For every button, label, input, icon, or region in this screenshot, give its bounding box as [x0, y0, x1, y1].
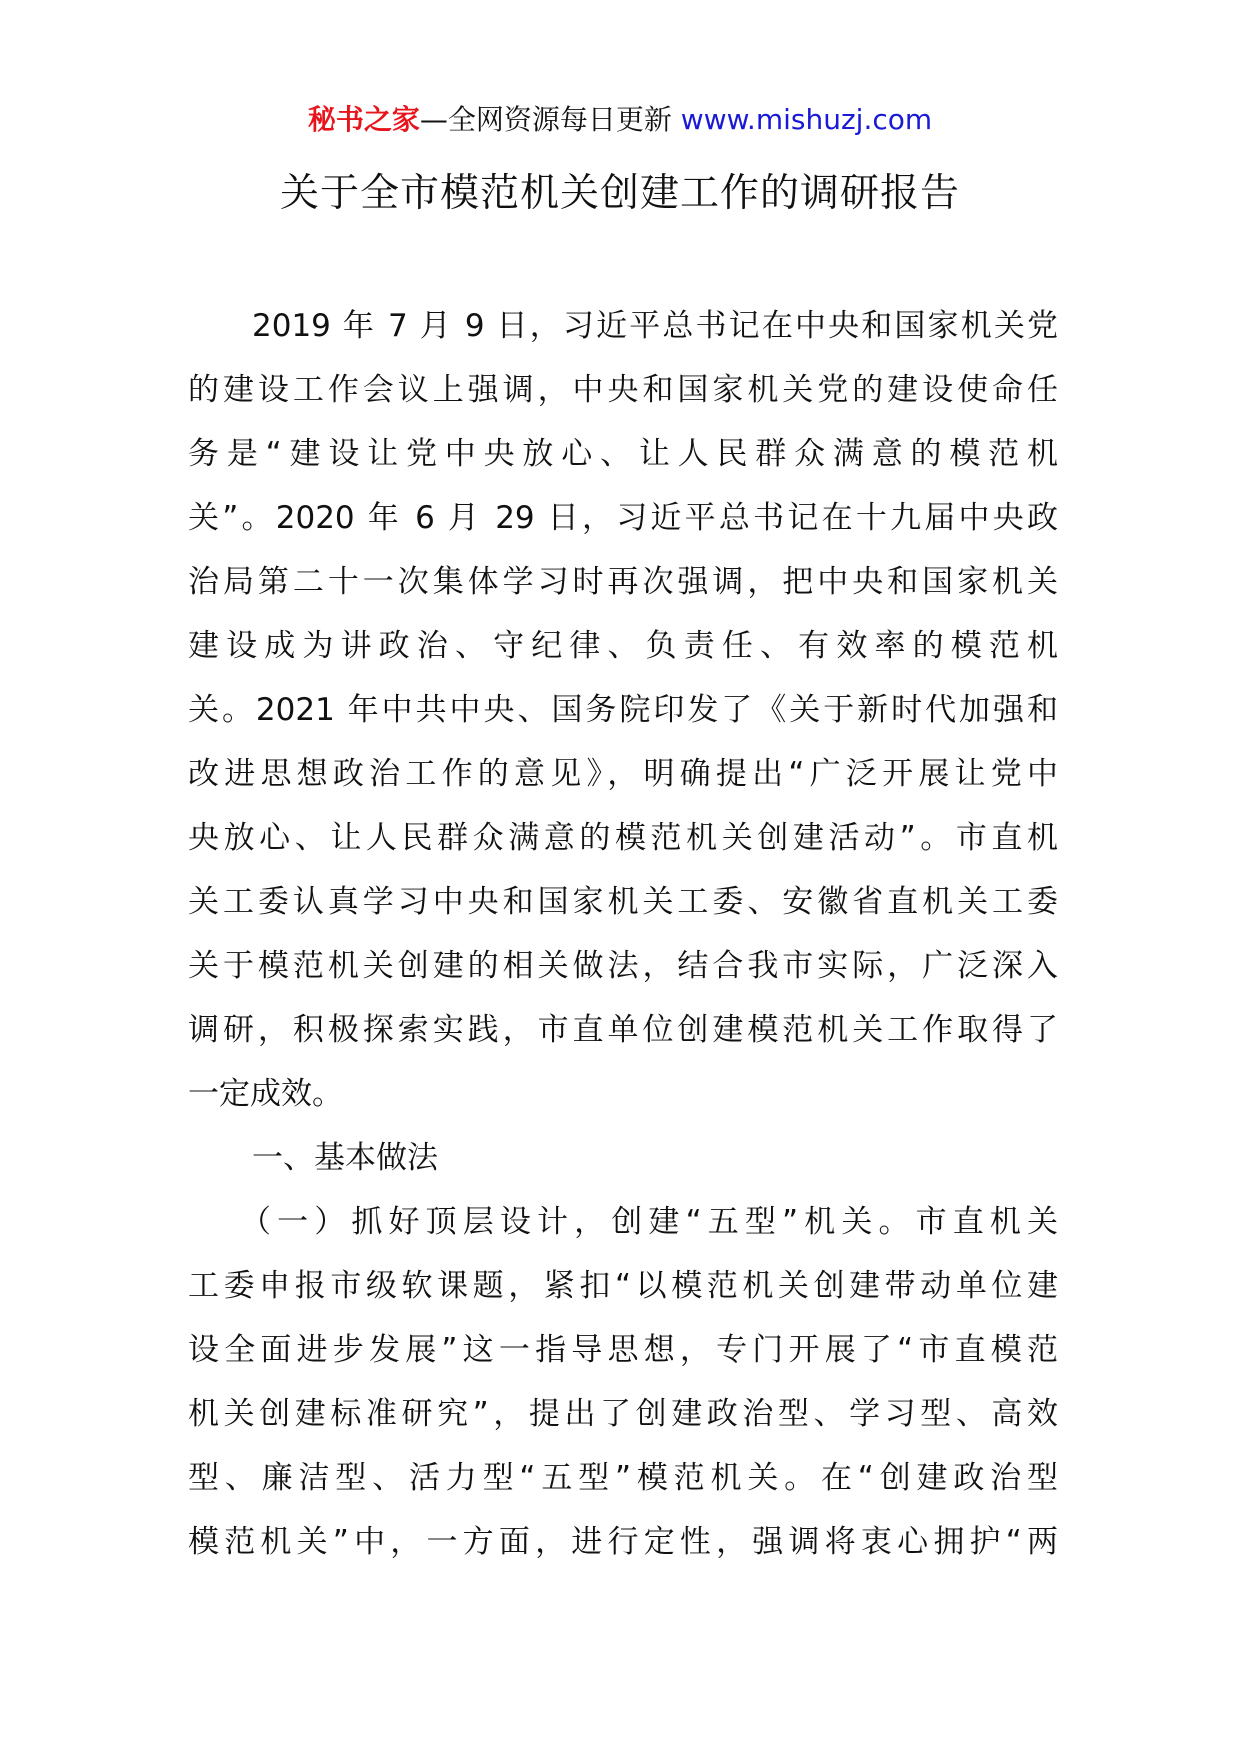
body-line: 治局第二十一次集体学习时再次强调，把中央和国家机关	[188, 564, 1058, 600]
body-line: 关”。2020 年 6 月 29 日，习近平总书记在十九届中央政	[188, 500, 1058, 536]
body-line: 一定成效。	[188, 1076, 343, 1112]
body-line: 央放心、让人民群众满意的模范机关创建活动”。市直机	[188, 820, 1058, 856]
body-line: 的建设工作会议上强调，中央和国家机关党的建设使命任	[188, 372, 1058, 408]
body-line: 工委申报市级软课题，紧扣“以模范机关创建带动单位建	[188, 1268, 1058, 1304]
body-line: 型、廉洁型、活力型“五型”模范机关。在“创建政治型	[188, 1460, 1058, 1496]
body-line: 改进思想政治工作的意见》，明确提出“广泛开展让党中	[188, 756, 1058, 792]
section-heading: 一、基本做法	[252, 1140, 438, 1176]
site-slogan: —全网资源每日更新	[419, 103, 672, 136]
site-brand: 秘书之家	[307, 103, 420, 136]
document-body	[188, 294, 1058, 1574]
body-line: 关。2021 年中共中央、国务院印发了《关于新时代加强和	[188, 692, 1058, 728]
document-title: 关于全市模范机关创建工作的调研报告	[279, 171, 960, 216]
body-line: 2019 年 7 月 9 日，习近平总书记在中央和国家机关党	[252, 308, 1058, 344]
body-line: 关工委认真学习中央和国家机关工委、安徽省直机关工委	[188, 884, 1058, 920]
body-line: 调研，积极探索实践，市直单位创建模范机关工作取得了	[188, 1012, 1058, 1048]
site-header	[0, 100, 1240, 140]
site-url-link[interactable]: www.mishuzj.com	[680, 103, 933, 136]
body-line: 建设成为讲政治、守纪律、负责任、有效率的模范机	[188, 628, 1058, 664]
body-line: 务是“建设让党中央放心、让人民群众满意的模范机	[188, 436, 1058, 472]
body-line: 关于模范机关创建的相关做法，结合我市实际，广泛深入	[188, 948, 1058, 984]
body-line: 模范机关”中，一方面，进行定性，强调将衷心拥护“两	[188, 1524, 1058, 1560]
subsection-heading-line: （一）抓好顶层设计，创建“五型”机关。市直机关	[240, 1204, 1058, 1240]
body-line: 机关创建标准研究”，提出了创建政治型、学习型、高效	[188, 1396, 1058, 1432]
body-line: 设全面进步发展”这一指导思想，专门开展了“市直模范	[188, 1332, 1058, 1368]
